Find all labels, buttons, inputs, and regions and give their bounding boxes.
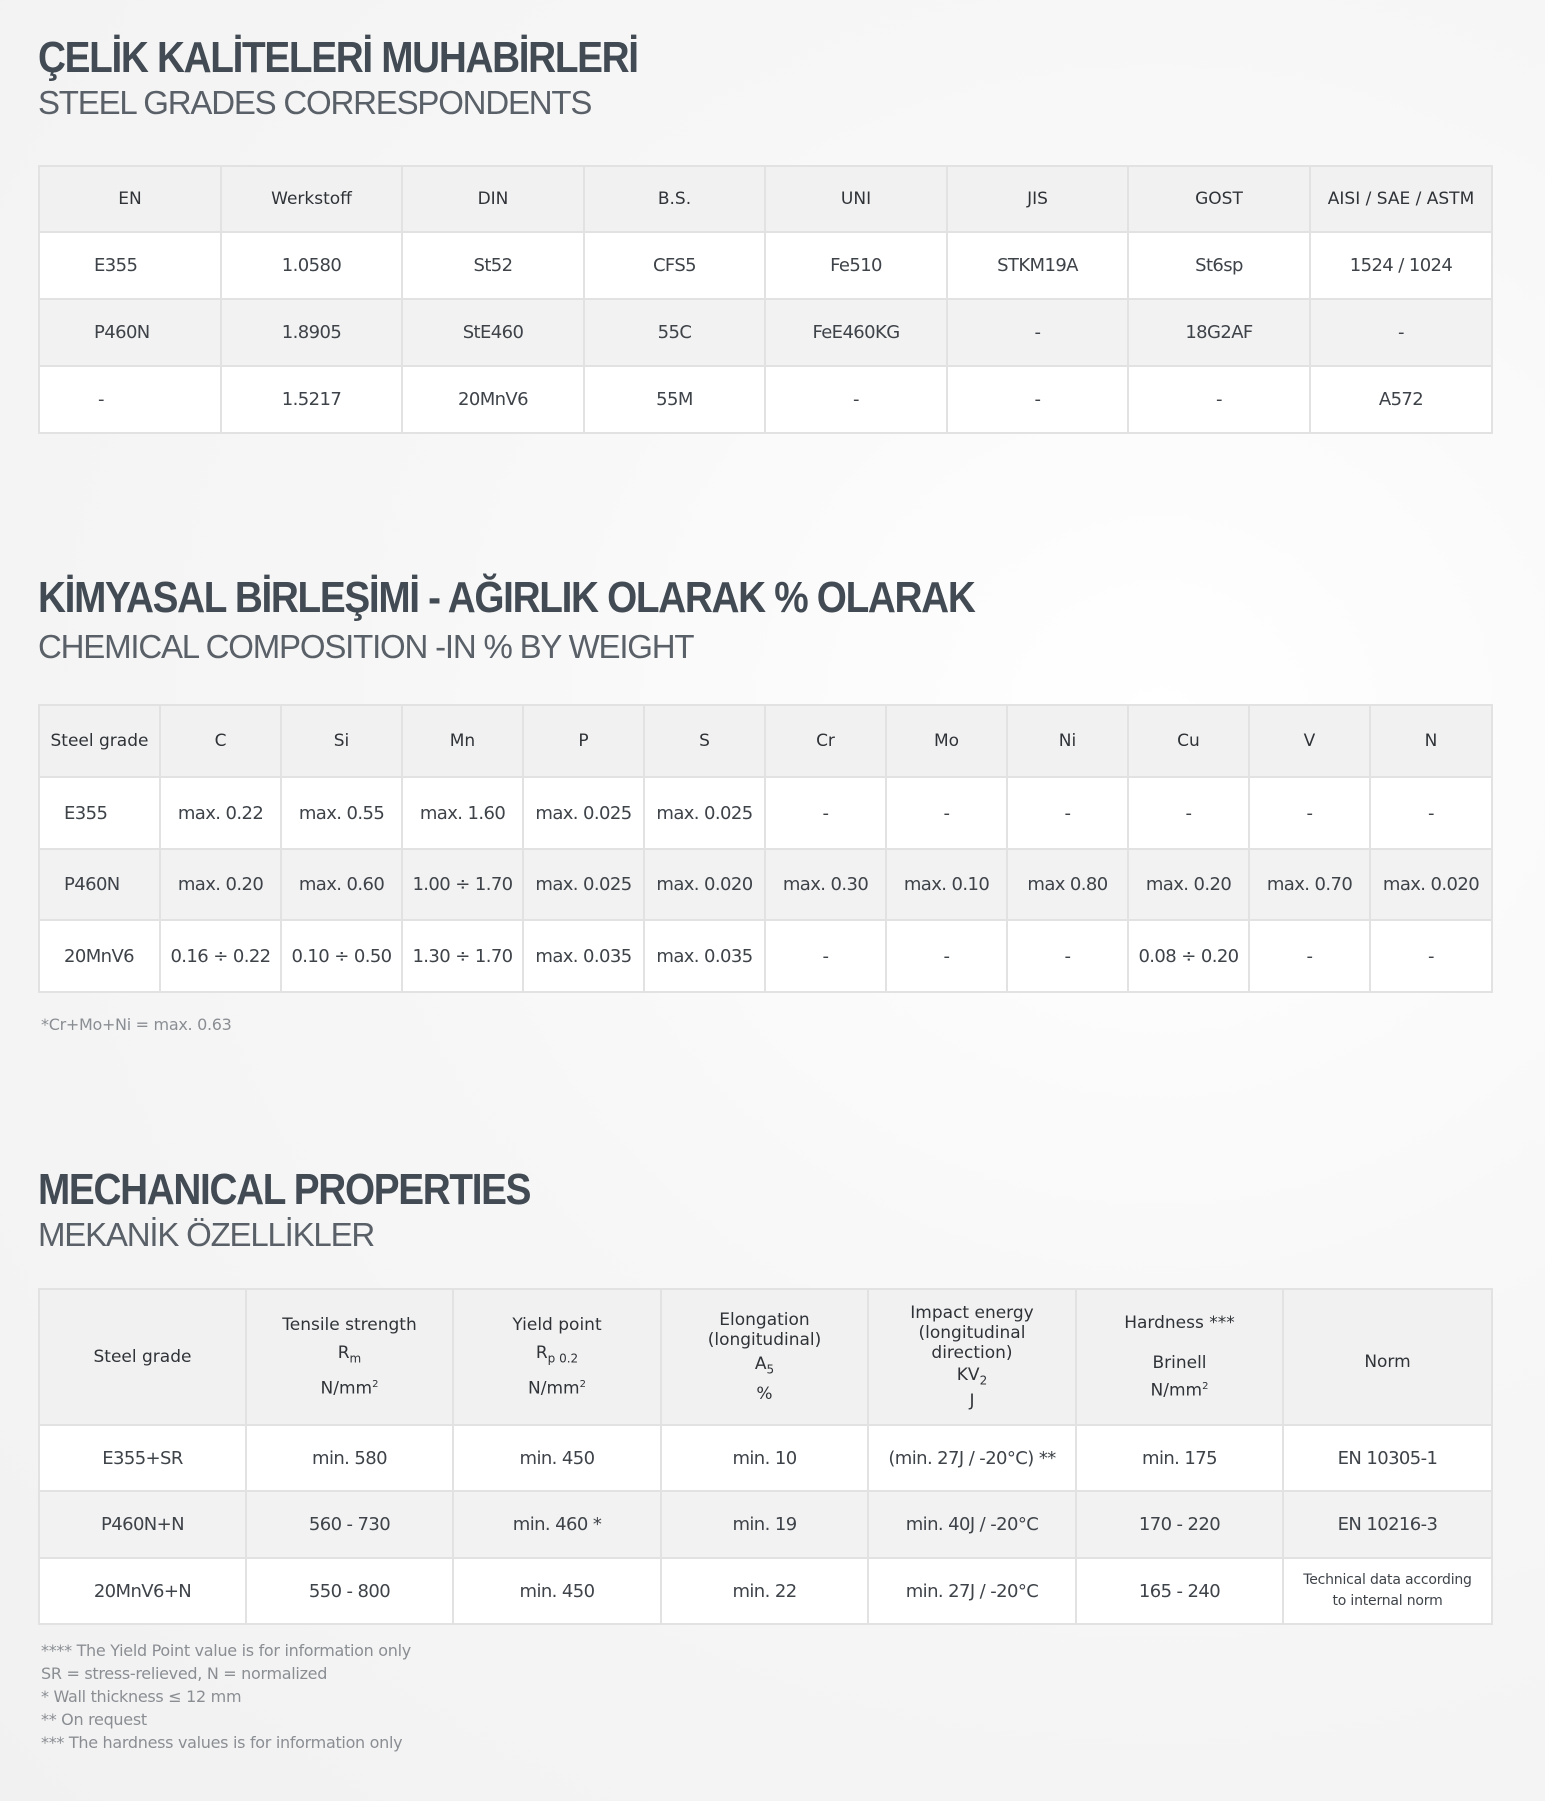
table-row [39, 1558, 1492, 1624]
footnote: **** The Yield Point value is for information only [41, 1641, 411, 1660]
header-label: Impact energy [910, 1303, 1034, 1324]
unit-superscript: 2 [579, 1378, 586, 1390]
table-cell: - [1310, 299, 1492, 366]
mechanical-footnotes [41, 1639, 411, 1754]
table-cell: - [1249, 920, 1370, 992]
table-cell: 1524 / 1024 [1310, 232, 1492, 299]
table-cell: Technical data according to internal norm [1283, 1558, 1492, 1624]
table-row [39, 777, 1492, 849]
table-cell: P460N+N [39, 1491, 246, 1558]
table-cell: min. 19 [661, 1491, 868, 1558]
table-row [39, 920, 1492, 992]
table-cell: max. 0.025 [523, 777, 644, 849]
symbol-text: R [337, 1343, 350, 1364]
header-yield-point [453, 1289, 661, 1425]
table-row [39, 1491, 1492, 1558]
table-cell: FeE460KG [765, 299, 947, 366]
table-cell: 20MnV6 [402, 366, 584, 433]
header-unit: % [756, 1383, 773, 1404]
table-cell: min. 22 [661, 1558, 868, 1624]
table-cell: max. 1.60 [402, 777, 523, 849]
table-cell: min. 450 [453, 1425, 661, 1491]
table-cell: max. 0.035 [523, 920, 644, 992]
table-cell: max. 0.70 [1249, 849, 1370, 920]
table-cell: max. 0.020 [1370, 849, 1492, 920]
table-cell: max. 0.10 [886, 849, 1007, 920]
table-cell: 0.08 ÷ 0.20 [1128, 920, 1249, 992]
table-cell: A572 [1310, 366, 1492, 433]
header-symbol [662, 1354, 867, 1379]
chemical-footnote: *Cr+Mo+Ni = max. 0.63 [41, 1015, 232, 1034]
table-cell: - [1128, 777, 1249, 849]
grades-heading [38, 34, 720, 122]
table-cell: max. 0.20 [160, 849, 281, 920]
table-cell: 170 - 220 [1076, 1491, 1283, 1558]
table-cell: - [1370, 777, 1492, 849]
chemical-header-cell: S [644, 705, 765, 777]
grades-header-row [39, 166, 1492, 232]
grades-header-cell: Werkstoff [221, 166, 402, 232]
header-label: Tensile strength [282, 1315, 417, 1336]
header-symbol [247, 1343, 452, 1368]
table-cell: 550 - 800 [246, 1558, 453, 1624]
table-cell: - [1370, 920, 1492, 992]
table-row [39, 1425, 1492, 1491]
table-cell: max. 0.20 [1128, 849, 1249, 920]
table-cell: 1.5217 [221, 366, 402, 433]
chemical-header-cell: Steel grade [39, 705, 160, 777]
chemical-header-cell: Cu [1128, 705, 1249, 777]
mechanical-heading [38, 1166, 597, 1254]
chemical-header-row [39, 705, 1492, 777]
unit-text: N/mm [1150, 1380, 1203, 1401]
table-cell: Fe510 [765, 232, 947, 299]
header-unit [247, 1375, 452, 1399]
footnote: *** The hardness values is for information only [41, 1733, 403, 1752]
table-cell: (min. 27J / -20°C) ** [868, 1425, 1076, 1491]
table-cell: E355 [39, 777, 160, 849]
mechanical-header-row [39, 1289, 1492, 1425]
unit-superscript: 2 [372, 1378, 379, 1390]
mechanical-subtitle: MEKANİK ÖZELLİKLER [38, 1216, 375, 1253]
chemical-header-cell: Cr [765, 705, 886, 777]
table-cell: max. 0.30 [765, 849, 886, 920]
table-cell: - [765, 777, 886, 849]
header-label: Yield point [512, 1315, 602, 1336]
footnote: SR = stress-relieved, N = normalized [41, 1664, 328, 1683]
header-impact-energy [868, 1289, 1076, 1425]
table-cell: StE460 [402, 299, 584, 366]
table-cell: 0.10 ÷ 0.50 [281, 920, 402, 992]
chemical-header-cell: C [160, 705, 281, 777]
table-cell: min. 460 * [453, 1491, 661, 1558]
header-norm: Norm [1283, 1289, 1492, 1425]
table-cell: St6sp [1128, 232, 1310, 299]
header-elongation [661, 1289, 868, 1425]
table-cell: - [886, 920, 1007, 992]
symbol-subscript: 2 [979, 1373, 988, 1388]
header-label: direction) [931, 1343, 1013, 1364]
table-cell: - [886, 777, 1007, 849]
table-cell: max. 0.020 [644, 849, 765, 920]
symbol-text: R [535, 1343, 548, 1364]
grades-header-cell: GOST [1128, 166, 1310, 232]
table-cell: EN 10305-1 [1283, 1425, 1492, 1491]
table-row [39, 299, 1492, 366]
table-cell: CFS5 [584, 232, 765, 299]
table-cell: - [765, 366, 947, 433]
table-cell: min. 450 [453, 1558, 661, 1624]
table-cell: E355 [39, 232, 221, 299]
header-unit [1077, 1377, 1282, 1401]
symbol-subscript: p 0.2 [547, 1351, 579, 1366]
header-label: Elongation [719, 1310, 810, 1331]
table-cell: 20MnV6+N [39, 1558, 246, 1624]
chemical-table [38, 704, 1493, 993]
chemical-title: KİMYASAL BİRLEŞİMİ - AĞIRLIK OLARAK % OLARAK [38, 573, 975, 622]
table-cell: max. 0.025 [644, 777, 765, 849]
table-cell: St52 [402, 232, 584, 299]
table-cell: min. 175 [1076, 1425, 1283, 1491]
chemical-heading [38, 574, 1102, 666]
grades-header-cell: DIN [402, 166, 584, 232]
grades-header-cell: EN [39, 166, 221, 232]
table-cell: min. 27J / -20°C [868, 1558, 1076, 1624]
chemical-header-cell: Si [281, 705, 402, 777]
chemical-header-cell: Mo [886, 705, 1007, 777]
chemical-header-cell: P [523, 705, 644, 777]
grades-subtitle: STEEL GRADES CORRESPONDENTS [38, 84, 592, 121]
table-cell: 55C [584, 299, 765, 366]
table-cell: 1.00 ÷ 1.70 [402, 849, 523, 920]
table-cell: 1.8905 [221, 299, 402, 366]
chemical-header-cell: V [1249, 705, 1370, 777]
table-cell: 1.30 ÷ 1.70 [402, 920, 523, 992]
table-cell: 165 - 240 [1076, 1558, 1283, 1624]
symbol-subscript: 5 [766, 1362, 775, 1377]
grades-table [38, 165, 1493, 434]
table-cell: 18G2AF [1128, 299, 1310, 366]
grades-header-cell: B.S. [584, 166, 765, 232]
grades-header-cell: UNI [765, 166, 947, 232]
table-cell: - [1128, 366, 1310, 433]
table-cell: - [947, 299, 1128, 366]
table-cell: EN 10216-3 [1283, 1491, 1492, 1558]
header-label: Hardness *** [1124, 1313, 1235, 1334]
table-cell: - [1249, 777, 1370, 849]
grades-header-cell: JIS [947, 166, 1128, 232]
table-cell: P460N [39, 849, 160, 920]
table-cell: - [39, 366, 221, 433]
table-cell: max 0.80 [1007, 849, 1128, 920]
table-cell: max. 0.025 [523, 849, 644, 920]
unit-text: N/mm [528, 1378, 580, 1399]
mechanical-table [38, 1288, 1493, 1625]
table-row [39, 366, 1492, 433]
header-unit: J [969, 1390, 975, 1411]
symbol-text: A [754, 1354, 767, 1375]
footnote: ** On request [41, 1710, 147, 1729]
grades-title: ÇELİK KALİTELERİ MUHABİRLERİ [38, 33, 638, 82]
mechanical-title: MECHANICAL PROPERTIES [38, 1165, 531, 1214]
table-cell: 55M [584, 366, 765, 433]
chemical-subtitle: CHEMICAL COMPOSITION -IN % BY WEIGHT [38, 628, 694, 665]
header-unit [454, 1375, 660, 1399]
table-cell: P460N [39, 299, 221, 366]
header-symbol [454, 1343, 660, 1368]
table-cell: max. 0.22 [160, 777, 281, 849]
header-hardness [1076, 1289, 1283, 1425]
unit-text: N/mm [320, 1378, 373, 1399]
header-tensile-strength [246, 1289, 453, 1425]
chemical-header-cell: N [1370, 705, 1492, 777]
header-steel-grade: Steel grade [39, 1289, 246, 1425]
table-cell: - [947, 366, 1128, 433]
table-cell: - [1007, 920, 1128, 992]
table-cell: max. 0.035 [644, 920, 765, 992]
symbol-text: KV [956, 1365, 980, 1386]
header-label: Brinell [1152, 1353, 1207, 1374]
table-cell: 0.16 ÷ 0.22 [160, 920, 281, 992]
table-cell: min. 10 [661, 1425, 868, 1491]
header-symbol [869, 1365, 1075, 1390]
table-cell: max. 0.60 [281, 849, 402, 920]
chemical-header-cell: Mn [402, 705, 523, 777]
table-row [39, 232, 1492, 299]
table-cell: E355+SR [39, 1425, 246, 1491]
footnote: * Wall thickness ≤ 12 mm [41, 1687, 242, 1706]
unit-superscript: 2 [1202, 1381, 1209, 1393]
table-cell: 560 - 730 [246, 1491, 453, 1558]
grades-header-cell: AISI / SAE / ASTM [1310, 166, 1492, 232]
table-cell: 1.0580 [221, 232, 402, 299]
table-cell: STKM19A [947, 232, 1128, 299]
table-row [39, 849, 1492, 920]
table-cell: 20MnV6 [39, 920, 160, 992]
table-cell: - [765, 920, 886, 992]
chemical-header-cell: Ni [1007, 705, 1128, 777]
header-label: (longitudinal) [707, 1330, 822, 1351]
table-cell: - [1007, 777, 1128, 849]
table-cell: max. 0.55 [281, 777, 402, 849]
table-cell: min. 40J / -20°C [868, 1491, 1076, 1558]
table-cell: min. 580 [246, 1425, 453, 1491]
symbol-subscript: m [349, 1351, 362, 1366]
header-label: (longitudinal [918, 1323, 1026, 1344]
